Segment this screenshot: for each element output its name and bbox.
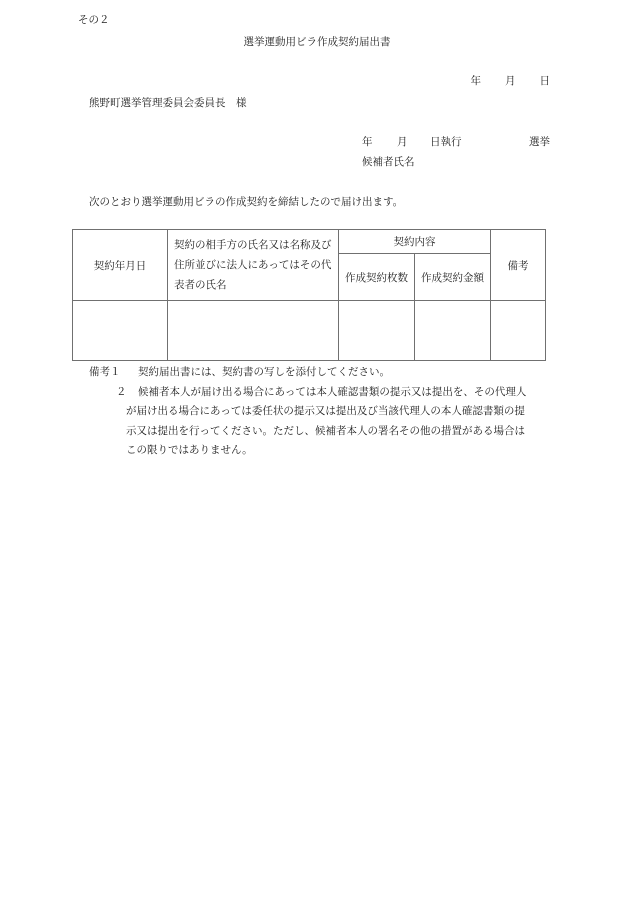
header-remarks: 備考: [491, 230, 546, 301]
header-contract-party: 契約の相手方の氏名又は名称及び住所並びに法人にあってはその代表者の氏名: [168, 230, 339, 301]
cell-remarks[interactable]: [491, 301, 546, 361]
submission-date-line: [471, 73, 551, 88]
form-number: その２: [78, 14, 110, 26]
note1-text: 契約届出書には、契約書の写しを添付してください。: [138, 366, 390, 378]
election-name-field[interactable]: 選挙: [529, 136, 550, 148]
date-month-field[interactable]: 月: [505, 75, 516, 87]
cell-contract-party[interactable]: [168, 301, 339, 361]
header-contract-amount: 作成契約金額: [415, 254, 491, 301]
election-month-field[interactable]: 月: [397, 136, 408, 148]
table-row: [73, 301, 546, 361]
header-contract-date: 契約年月日: [73, 230, 168, 301]
election-day-field[interactable]: 日執行: [430, 136, 462, 148]
cell-sheet-count[interactable]: [339, 301, 415, 361]
note1-label: 備考１: [89, 366, 121, 378]
note2-number: ２: [116, 385, 127, 398]
candidate-name-field[interactable]: 候補者氏名: [362, 156, 415, 168]
date-day-field[interactable]: 日: [539, 75, 550, 87]
election-year-field[interactable]: 年: [362, 136, 373, 148]
date-year-field[interactable]: 年: [470, 75, 481, 87]
note2-line: 候補者本人が届け出る場合にあっては本人確認書類の提示又は提出を、その代理人: [138, 385, 527, 398]
cell-contract-date[interactable]: [73, 301, 168, 361]
note2-line: 示又は提出を行ってください。ただし、候補者本人の署名その他の措置がある場合は: [126, 424, 525, 437]
contract-table: [72, 229, 546, 361]
note2-line: この限りではありません。: [126, 444, 253, 456]
intro-statement: 次のとおり選挙運動用ビラの作成契約を締結したので届け出ます。: [89, 196, 404, 208]
document-title: 選挙運動用ビラ作成契約届出書: [243, 36, 391, 48]
cell-contract-amount[interactable]: [415, 301, 491, 361]
header-sheet-count: 作成契約枚数: [339, 254, 415, 301]
note2-line: が届け出る場合にあっては委任状の提示又は提出及び当該代理人の本人確認書類の提: [126, 405, 525, 417]
header-contract-contents: 契約内容: [339, 230, 491, 254]
addressee: 熊野町選挙管理委員会委員長 様: [89, 97, 247, 109]
